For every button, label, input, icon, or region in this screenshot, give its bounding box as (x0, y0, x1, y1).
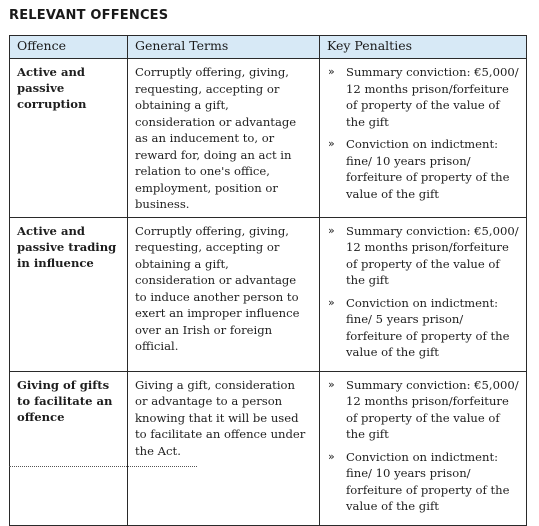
bullet-icon: » (328, 137, 335, 150)
bullet-icon: » (328, 65, 335, 78)
penalty-text: Summary conviction: €5,000/ 12 months prison/forfeiture of property of the value of the gift (346, 223, 519, 287)
general-terms-cell: Corruptly offering, giving, requesting, accepting or obtaining a gift, consideration or advantage to induce another person to exert an improper influence over an Irish or foreign official. (128, 217, 320, 371)
penalty-item (327, 377, 520, 443)
penalty-text: Summary conviction: €5,000/ 12 months prison/forfeiture of property of the value of the gift (346, 65, 519, 129)
penalties-cell (320, 59, 527, 218)
general-terms-cell: Corruptly offering, giving, requesting, accepting or obtaining a gift, consideration or advantage as an inducement to, or reward for, doing an act in relation to one's office, employment, position or business. (128, 59, 320, 218)
bullet-icon: » (328, 223, 335, 237)
general-terms-cell: Giving a gift, consideration or advantage to a person knowing that it will be used to facilitate an offence under the Act. (128, 371, 320, 525)
penalty-text: Conviction on indictment: fine/ 5 years prison/ forfeiture of property of the value of the gift (346, 295, 510, 359)
header-key-penalties: Key Penalties (320, 36, 527, 59)
table-row (10, 59, 527, 218)
table-header-row (10, 36, 527, 59)
dotted-divider (9, 466, 197, 467)
penalty-text: Conviction on indictment: fine/ 10 years prison/ forfeiture of property of the value of the gift (346, 137, 510, 201)
penalties-cell (320, 371, 527, 525)
header-offence: Offence (10, 36, 128, 59)
offences-table (9, 35, 527, 526)
bullet-icon: » (328, 377, 335, 391)
penalty-item (327, 223, 520, 289)
penalty-item (327, 64, 520, 130)
table-row (10, 217, 527, 371)
penalty-item (327, 449, 520, 515)
penalty-text: Summary conviction: €5,000/ 12 months prison/forfeiture of property of the value of the gift (346, 377, 519, 441)
header-general-terms: General Terms (128, 36, 320, 59)
bullet-icon: » (328, 449, 335, 463)
table-row (10, 371, 527, 525)
section-heading: RELEVANT OFFENCES (9, 8, 169, 23)
offence-cell: Active and passive trading in influence (10, 217, 128, 371)
offence-cell: Active and passive corruption (10, 59, 128, 218)
penalty-item (327, 295, 520, 361)
penalty-text: Conviction on indictment: fine/ 10 years prison/ forfeiture of property of the value of the gift (346, 449, 510, 513)
penalties-cell (320, 217, 527, 371)
offence-cell: Giving of gifts to facilitate an offence (10, 371, 128, 525)
penalty-item (327, 136, 520, 202)
bullet-icon: » (328, 295, 335, 309)
